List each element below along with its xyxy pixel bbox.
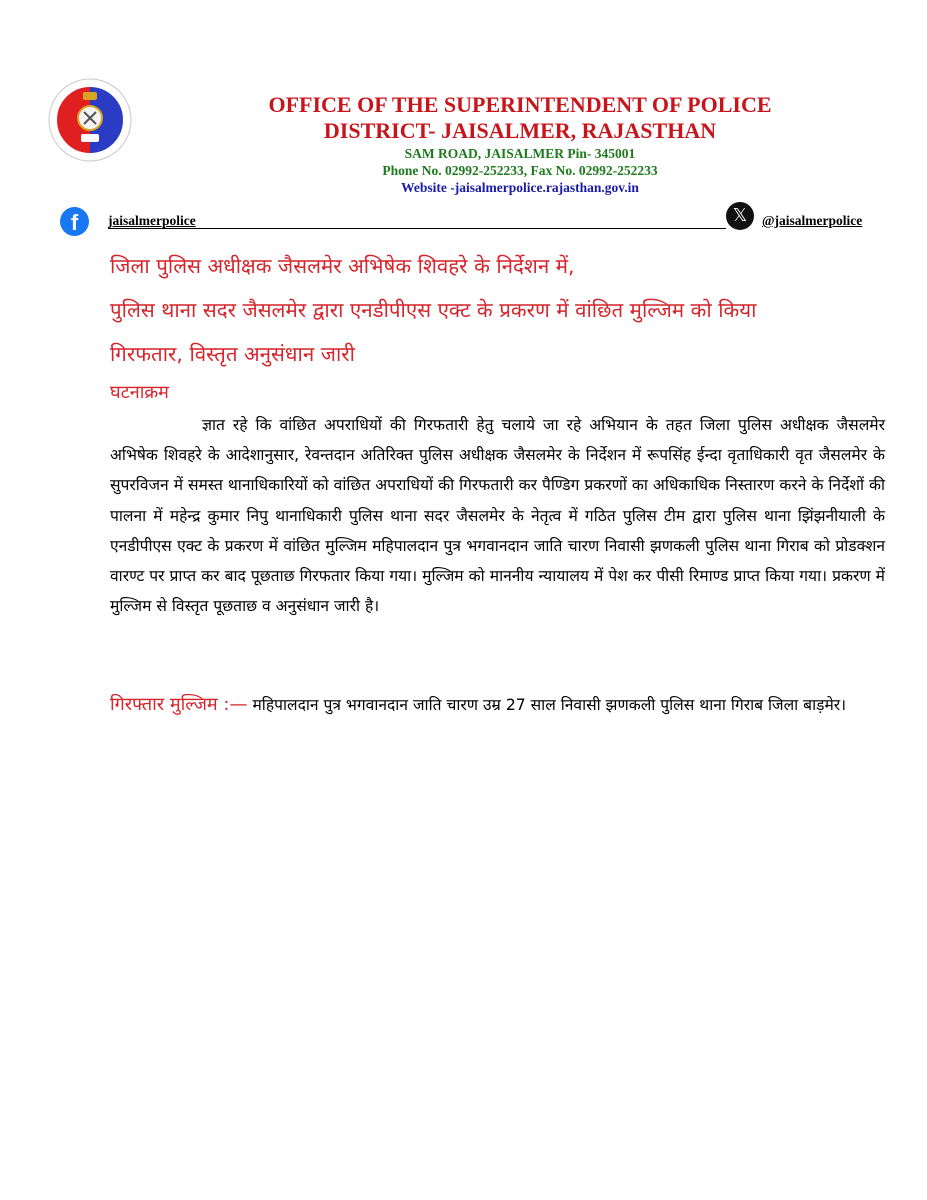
arrested-label: गिरफ्तार मुल्जिम :— — [110, 694, 248, 715]
arrested-accused-block — [110, 690, 885, 720]
section-heading: घटनाक्रम — [110, 382, 169, 403]
headline-line-2: पुलिस थाना सदर जैसलमेर द्वारा एनडीपीएस एक्ट के प्रकरण में वांछित मुल्जिम को किया — [110, 298, 757, 322]
social-divider — [108, 228, 726, 229]
x-handle[interactable]: @jaisalmerpolice — [762, 213, 863, 228]
headline-line-3: गिरफतार, विस्तृत अनुसंधान जारी — [110, 342, 355, 366]
facebook-handle[interactable]: jaisalmerpolice — [108, 213, 196, 228]
headline-line-1: जिला पुलिस अधीक्षक जैसलमेर अभिषेक शिवहरे के निर्देशन में, — [110, 254, 575, 278]
office-phone: Phone No. 02992-252233, Fax No. 02992-252233 — [382, 163, 658, 178]
office-title: OFFICE OF THE SUPERINTENDENT OF POLICE — [268, 92, 772, 117]
body-paragraph: ज्ञात रहे कि वांछित अपराधियों की गिरफतारी हेतु चलाये जा रहे अभियान के तहत जिला पुलिस अधीक्षक जैसलमेर अभिषेक शिवहरे के आदेशानुसार, रेवन्तदान अतिरिक्त पुलिस अधीक्षक जैसलमेर के निर्देशन में रूपसिंह ईन्दा वृताधिकारी वृत जैसलमेर के सुपरविजन में समस्त थानाधिकारियों को वांछित अपराधियों की गिरफतारी कर पैण्डिग प्रकरणों का अधिकाधिक निस्तारण करने के निर्देशों की पालना में महेन्द्र कुमार निपु थानाधिकारी पुलिस थाना सदर जैसलमेर के नेतृत्व में गठित पुलिस टीम द्वारा पुलिस थाना झिंझनीयाली के एनडीपीएस एक्ट के प्रकरण में वांछित मुल्जिम महिपालदान पुत्र भगवानदान जाति चारण निवासी झणकली पुलिस थाना गिराब को प्रोडक्शन वारण्ट पर प्राप्त कर बाद पूछताछ गिरफतार किया गया। मुल्जिम को माननीय न्यायालय में पेश कर पीसी रिमाण्ड प्राप्त किया गया। प्रकरण में मुल्जिम से विस्तृत पूछताछ व अनुसंधान जारी है। — [110, 416, 885, 616]
arrested-details: महिपालदान पुत्र भगवानदान जाति चारण उम्र 27 साल निवासी झणकली पुलिस थाना गिराब जिला बाड़मेर। — [252, 696, 847, 714]
office-website[interactable]: Website -jaisalmerpolice.rajasthan.gov.in — [401, 180, 639, 195]
facebook-icon[interactable]: f — [60, 207, 89, 236]
office-address: SAM ROAD, JAISALMER Pin- 345001 — [404, 146, 636, 161]
x-icon[interactable]: 𝕏 — [726, 202, 754, 230]
social-row — [60, 202, 890, 238]
district-title: DISTRICT- JAISALMER, RAJASTHAN — [323, 118, 717, 143]
police-emblem-logo — [48, 78, 132, 162]
